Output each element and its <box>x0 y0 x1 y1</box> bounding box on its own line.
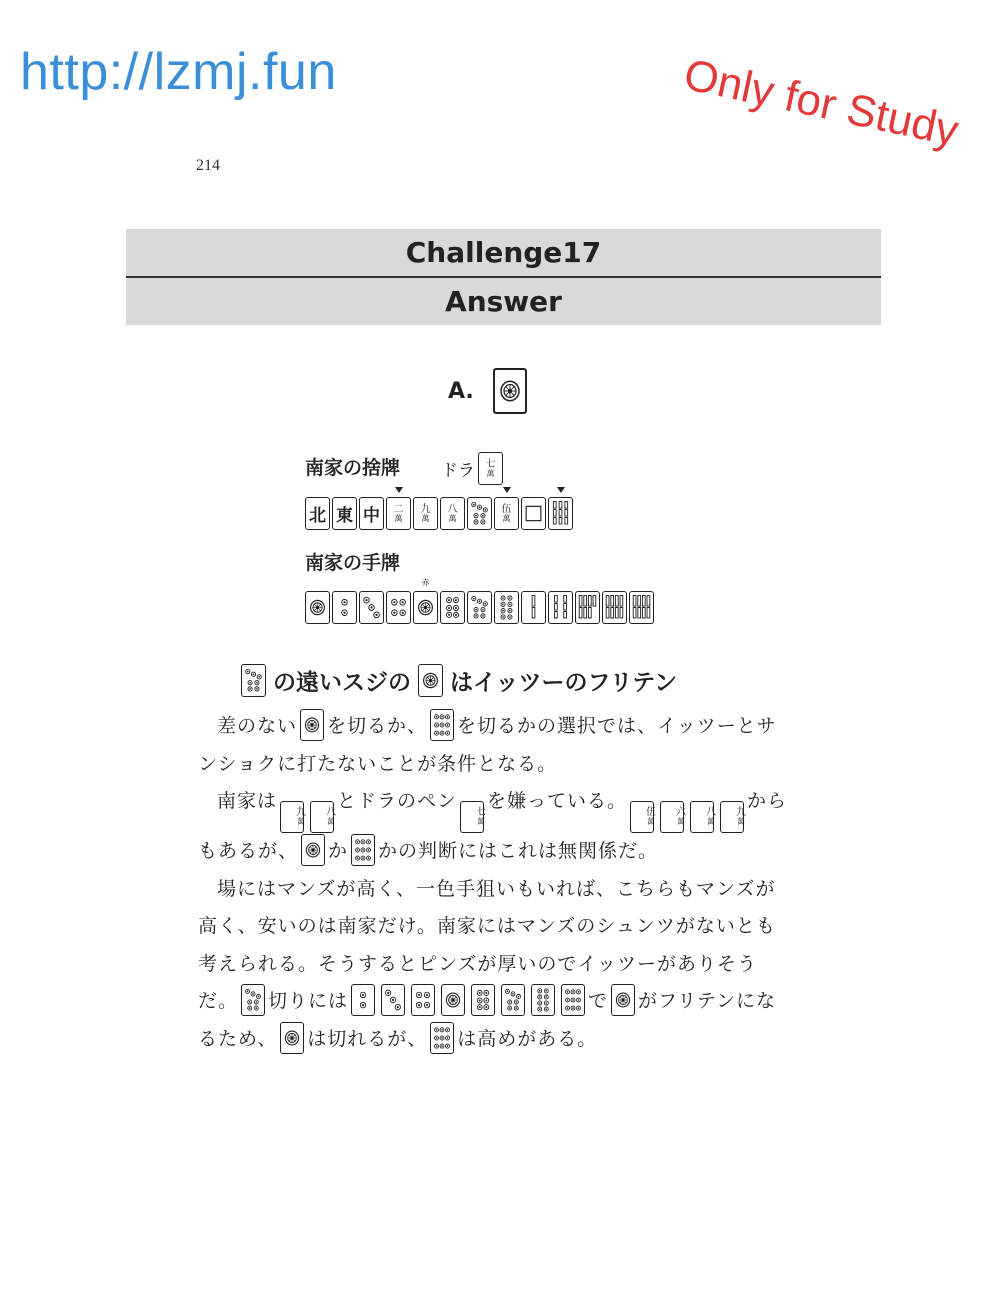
sou-9-tile <box>548 497 573 530</box>
red-dragon-tile: 中 <box>359 497 384 530</box>
discards-label: 南家の捨牌 <box>305 457 401 479</box>
paragraph-2 <box>198 783 788 871</box>
text: か <box>328 840 349 862</box>
body-text <box>198 708 788 1058</box>
sou-8-tile <box>602 591 627 624</box>
page-number: 214 <box>196 157 220 174</box>
text: とドラのペン <box>337 790 458 812</box>
pin-2-tile <box>332 591 357 624</box>
pin-7-tile <box>501 984 525 1016</box>
riichi-marker-icon <box>395 487 403 493</box>
sou-8-tile <box>629 591 654 624</box>
pin-7-tile <box>467 591 492 624</box>
text: を嫌っている。 <box>487 790 628 812</box>
man-8-tile: 八 萬 <box>690 801 714 833</box>
pin-7-tile <box>241 984 265 1016</box>
man-2-tile: 二 萬 <box>386 497 411 530</box>
pin-2-tile <box>351 984 375 1016</box>
man-9-tile: 九 萬 <box>280 801 304 833</box>
man-8-tile: 八 萬 <box>310 801 334 833</box>
pin-5-tile <box>611 984 635 1016</box>
text: 南家は <box>217 790 278 812</box>
pin-3-tile <box>381 984 405 1016</box>
man-9-tile: 九 萬 <box>413 497 438 530</box>
man-6-tile: 六 萬 <box>660 801 684 833</box>
sou-6-tile <box>548 591 573 624</box>
aka-label: 赤 <box>421 578 430 587</box>
riichi-marker-icon <box>557 487 565 493</box>
pin-5-tile <box>493 368 527 414</box>
pin-9-tile <box>561 984 585 1016</box>
pin-9-tile <box>430 709 454 741</box>
pin-8-tile <box>531 984 555 1016</box>
pin-9-tile <box>351 834 375 866</box>
north-tile: 北 <box>305 497 330 530</box>
pin-4-tile <box>411 984 435 1016</box>
pin-5-tile <box>441 984 465 1016</box>
hand-label: 南家の手牌 <box>305 552 401 574</box>
pin-4-tile <box>386 591 411 624</box>
pin-8-tile <box>494 591 519 624</box>
discard-row <box>304 497 574 530</box>
pin-5-tile <box>305 591 330 624</box>
man-5-tile: 伍 萬 <box>494 497 519 530</box>
man-9-tile: 九 萬 <box>720 801 744 833</box>
text: を切るか、 <box>327 715 428 737</box>
white-dragon-tile <box>521 497 546 530</box>
riichi-marker-icon <box>503 487 511 493</box>
watermark-study: Only for Study <box>679 50 963 156</box>
pin-6-tile <box>471 984 495 1016</box>
text: かの判断にはこれは無関係だ。 <box>378 840 659 862</box>
sou-7-tile <box>575 591 600 624</box>
text: がフリテンになるため、 <box>198 990 776 1050</box>
paragraph-3 <box>198 871 788 1059</box>
paragraph-1 <box>198 708 788 783</box>
text: は切れるが、 <box>307 1027 428 1050</box>
pin-5-tile <box>418 664 443 697</box>
heading-text-1: の遠いスジの <box>273 670 411 696</box>
dora-indicator <box>441 452 504 485</box>
pin-5-tile <box>301 834 325 866</box>
text: 差のない <box>217 715 298 737</box>
text: は高めがある。 <box>457 1027 598 1050</box>
challenge-title: Challenge17 <box>126 229 881 278</box>
text: で <box>588 990 609 1012</box>
pin-5-tile <box>280 1022 304 1054</box>
answer-label: A. <box>448 378 474 404</box>
red-pin-5-tile <box>413 578 438 624</box>
text: 場にはマンズが高く、一色手狙いもいれば、こちらもマンズが高く、安いのは南家だけ。南家にはマンズのシュンツがないとも考えられる。そうするとピンズが厚いのでイッツーがありそうだ。 <box>198 877 776 1012</box>
pin-6-tile <box>440 591 465 624</box>
pin-3-tile <box>359 591 384 624</box>
text: 切りには <box>268 990 349 1012</box>
answer-subtitle: Answer <box>126 278 881 325</box>
watermark-url: http://lzmj.fun <box>20 43 337 101</box>
section-heading <box>240 664 677 697</box>
text: からもあるが、 <box>198 790 788 862</box>
pin-7-tile <box>241 664 266 697</box>
text: を切るかの選択では、イッツーとサンショクに打たないことが条件となる。 <box>198 715 777 775</box>
east-tile: 東 <box>332 497 357 530</box>
heading-text-2: はイッツーのフリテン <box>450 670 678 696</box>
pin-9-tile <box>430 1022 454 1054</box>
man-7-tile: 七 萬 <box>478 452 503 485</box>
man-8-tile: 八 萬 <box>440 497 465 530</box>
answer-row <box>448 368 528 414</box>
pin-5-tile <box>300 709 324 741</box>
dora-label: ドラ <box>441 461 475 481</box>
sou-2-tile <box>521 591 546 624</box>
man-7-tile: 七 萬 <box>460 801 484 833</box>
man-5-tile: 伍 萬 <box>630 801 654 833</box>
pin-7-tile <box>467 497 492 530</box>
hand-row <box>304 578 655 624</box>
